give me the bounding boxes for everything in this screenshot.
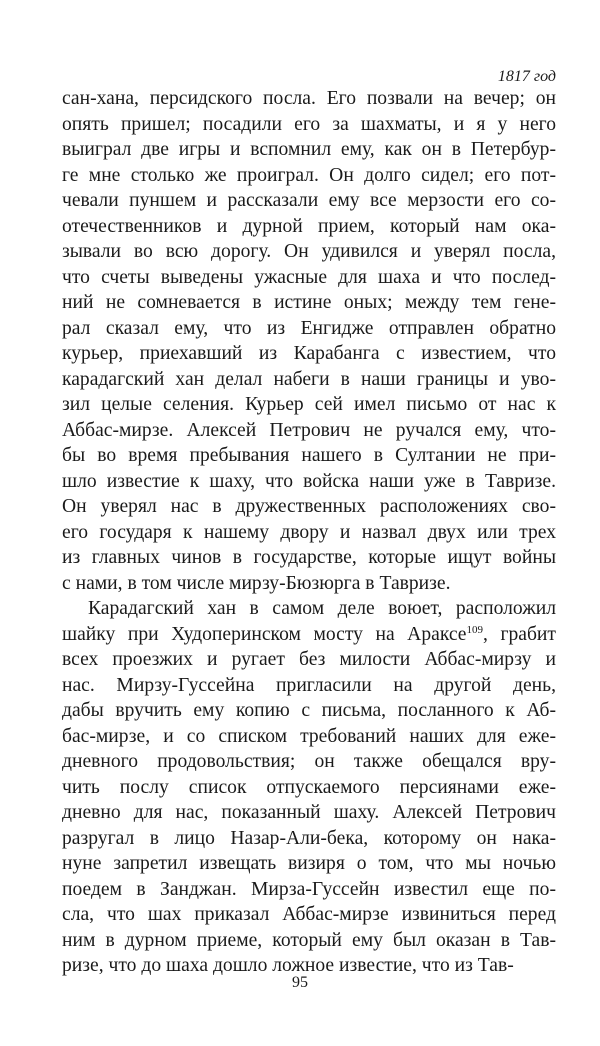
text-line: с нами, в том числе мирзу-Бюзюрга в Тавризе. [62,572,451,594]
text-line: ний не сомневается в истине оных; между тем гене- [62,292,556,313]
text-line: сла, что шах приказал Аббас-мирзе извиниться перед [62,904,556,925]
text-line: опять пришел; посадили его за шахматы, и я у него [62,113,556,135]
text-line: Карадагский хан в самом деле воюет, расположил [88,598,556,619]
text-line: зил целые селения. Курьер сей имел письмо от нас к [62,394,556,415]
text-line: рал сказал ему, что из Енгидже отправлен обратно [62,317,556,339]
text-line: курьер, приехавший из Карабанга с известием, что [62,343,556,364]
text-line: отечественников и дурной прием, который нам ока- [62,215,556,237]
text-line: его государя к нашему двору и назвал двух или трех [62,521,556,543]
text-line: ге мне столько же проиграл. Он долго сидел; его пот- [62,164,556,186]
text-line: чевали пуншем и рассказали ему все мерзости его со- [62,190,556,211]
text-line: ризе, что до шаха дошло ложное известие, что из Тав- [62,955,514,976]
page-number: 95 [292,974,308,991]
text-line: выиграл две игры и вспомнил ему, как он в Петербур- [62,139,556,160]
text-line: сан-хана, персидского посла. Его позвали на вечер; он [62,88,556,109]
text-line: карадагский хан делал набеги в наши границы и уво- [62,368,556,390]
text-line: нуне запретил извещать визиря о том, что мы ночью [62,853,556,874]
text-line: разругал в лицо Назар-Али-бека, которому он нака- [62,827,556,849]
text-line: из главных чинов в государстве, которые ищут войны [62,547,556,568]
text-line: Он уверял нас в дружественных расположениях сво- [62,496,556,517]
text-line: дневно для нас, показанный шаху. Алексей Петрович [62,802,556,823]
text-line: всех проезжих и ругает без милости Аббас-мирзу и [62,649,556,670]
text-line: зывали во всю дорогу. Он удивился и уверял посла, [62,241,556,262]
text-line: бы во время пребывания нашего в Султании не при- [62,445,556,466]
footnote-reference[interactable]: 109 [466,623,483,636]
running-head: 1817 год [497,68,556,85]
body-text [62,86,556,979]
text-line: ним в дурном приеме, который ему был оказан в Тав- [62,929,556,951]
text-line: поедем в Занджан. Мирза-Гуссейн известил еще по- [62,878,556,900]
text-line: дневного продовольствия; он также обещался вру- [62,751,556,772]
text-line: бас-мирзе, и со списком требований наших для еже- [62,725,556,747]
text-line: что счеты выведены ужасные для шаха и что послед- [62,266,556,288]
paragraph-1 [62,86,556,596]
text-line: шайку при Худоперинском мосту на Араксе$^{109}$, грабит [62,623,556,645]
text-line: чить послу список отпускаемого персиянами еже- [62,776,556,798]
paragraph-2 [62,596,556,979]
text-line: шло известие к шаху, что войска наши уже в Тавризе. [62,470,556,492]
text-line: Аббас-мирзе. Алексей Петрович не ручался ему, что- [62,419,556,441]
text-line: дабы вручить ему копию с письма, посланного к Аб- [62,700,556,721]
text-line: нас. Мирзу-Гуссейна пригласили на другой день, [62,674,556,696]
